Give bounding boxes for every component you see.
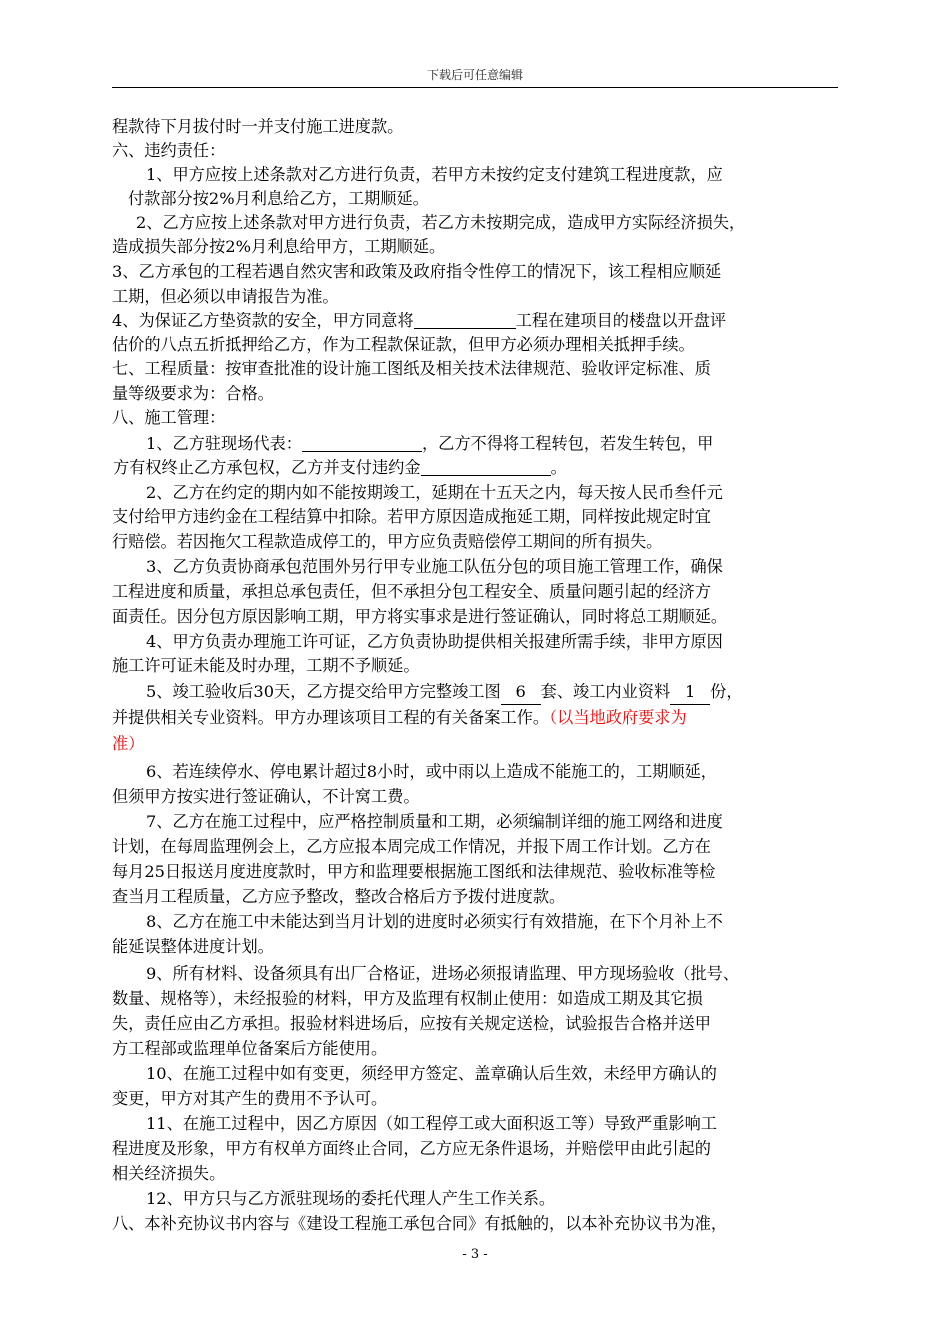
page-number: - 3 -: [462, 1247, 488, 1262]
red-note: （以当地政府要求为: [549, 708, 687, 727]
blank-penalty-amount: [421, 457, 551, 476]
text-line: [112, 706, 687, 730]
text-line: 3、乙方负责协商承包范围外另行甲专业施工队伍分包的项目施工管理工作，确保: [146, 557, 723, 576]
text-line: [112, 309, 726, 333]
text-line: 失，责任应由乙方承担。报验材料进场后，应按有关规定送检，试验报告合格并送甲: [112, 1014, 711, 1033]
text-line: 计划，在每周监理例会上，乙方应报本周完成工作情况，并报下周工作计划。乙方在: [112, 837, 711, 856]
text-line: 9、所有材料、设备须具有出厂合格证，进场必须报请监理、甲方现场验收（批号、: [146, 964, 740, 983]
text-segment: 套、竣工内业资料: [540, 682, 671, 701]
text-line: 程进度及形象，甲方有权单方面终止合同，乙方应无条件退场，并赔偿甲由此引起的: [112, 1139, 711, 1158]
text-segment: 份，: [710, 682, 743, 701]
text-segment: ，乙方不得将工程转包，若发生转包，甲: [422, 434, 714, 453]
red-note-continued: 准）: [112, 734, 145, 753]
text-line: 工程进度和质量，承担总承包责任，但不承担分包工程安全、质量问题引起的经济方: [112, 582, 711, 601]
text-line: 程款待下月拔付时一并支付施工进度款。: [112, 117, 404, 136]
text-line: 12、甲方只与乙方派驻现场的委托代理人产生工作关系。: [146, 1189, 556, 1208]
text-line: 每月25日报送月度进度款时，甲方和监理要根据施工图纸和法律规范、验收标准等检: [112, 862, 716, 881]
text-line: 4、甲方负责办理施工许可证，乙方负责协助提供相关报建所需手续，非甲方原因: [146, 632, 723, 651]
text-line: 支付给甲方违约金在工程结算中扣除。若甲方原因造成拖延工期，同样按此规定时宜: [112, 507, 711, 526]
text-line: 7、乙方在施工过程中，应严格控制质量和工期，必须编制详细的施工网络和进度: [146, 812, 723, 831]
text-line: 行赔偿。若因拖欠工程款造成停工的，甲方应负责赔偿停工期间的所有损失。: [112, 532, 663, 551]
text-line: [146, 432, 713, 456]
text-line: 付款部分按2%月利息给乙方，工期顺延。: [128, 189, 429, 208]
text-line: 1、甲方应按上述条款对乙方进行负责，若甲方未按约定支付建筑工程进度款，应: [146, 165, 723, 184]
text-line: [146, 680, 743, 705]
text-segment: 工程在建项目的楼盘以开盘评: [515, 311, 727, 330]
text-line: 量等级要求为：合格。: [112, 384, 274, 403]
text-line: 8、乙方在施工中未能达到当月计划的进度时必须实行有效措施，在下个月补上不: [146, 912, 723, 931]
header-rule: [112, 87, 838, 88]
section-heading: 八、本补充协议书内容与《建设工程施工承包合同》有抵触的，以本补充协议书为准，: [112, 1214, 728, 1233]
text-line: 6、若连续停水、停电累计超过8小时，或中雨以上造成不能施工的，工期顺延，: [146, 762, 717, 781]
text-segment: 方有权终止乙方承包权，乙方并支付违约金: [113, 458, 421, 477]
text-line: 2、乙方在约定的期内如不能按期竣工，延期在十五天之内，每天按人民币叁仟元: [146, 483, 723, 502]
text-segment: 4、为保证乙方垫资款的安全，甲方同意将: [112, 311, 414, 330]
text-line: 变更，甲方对其产生的费用不予认可。: [112, 1089, 388, 1108]
text-segment: 1、乙方驻现场代表：: [146, 434, 302, 453]
text-line: 相关经济损失。: [112, 1164, 226, 1183]
text-line: 但须甲方按实进行签证确认，不计窝工费。: [112, 787, 420, 806]
text-line: 造成损失部分按2%月利息给甲方，工期顺延。: [112, 237, 446, 256]
blank-site-representative: [302, 433, 422, 452]
text-line: 查当月工程质量，乙方应予整改，整改合格后方予拨付进度款。: [112, 887, 566, 906]
blank-project-name: [414, 310, 516, 329]
text-line: 2、乙方应按上述条款对甲方进行负责，若乙方未按期完成，造成甲方实际经济损失，: [136, 213, 746, 232]
text-line: 面责任。因分包方原因影响工期，甲方将实事求是进行签证确认，同时将总工期顺延。: [112, 607, 728, 626]
text-line: 10、在施工过程中如有变更，须经甲方签定、盖章确认后生效，未经甲方确认的: [146, 1064, 717, 1083]
filled-document-sets: 1: [670, 680, 710, 705]
text-segment: 。: [550, 458, 567, 477]
text-segment: 并提供相关专业资料。甲方办理该项目工程的有关备案工作。: [112, 708, 550, 727]
text-line: 数量、规格等），未经报验的材料，甲方及监理有权制止使用：如造成工期及其它损: [112, 989, 703, 1008]
text-line: 3、乙方承包的工程若遇自然灾害和政策及政府指令性停工的情况下，该工程相应顺延: [112, 262, 722, 281]
text-line: [113, 456, 567, 480]
filled-drawing-sets: 6: [501, 680, 541, 705]
text-line: 方工程部或监理单位备案后方能使用。: [112, 1039, 388, 1058]
section-heading: 六、违约责任：: [112, 141, 226, 160]
text-segment: 5、竣工验收后30天，乙方提交给甲方完整竣工图: [146, 682, 501, 701]
text-line: 工期，但必须以申请报告为准。: [112, 287, 339, 306]
text-line: 能延误整体进度计划。: [112, 937, 274, 956]
section-heading: 七、工程质量：按审查批准的设计施工图纸及相关技术法律规范、验收评定标准、质: [112, 359, 711, 378]
section-heading: 八、施工管理：: [112, 408, 226, 427]
text-line: 施工许可证未能及时办理，工期不予顺延。: [112, 656, 420, 675]
page-header: 下载后可任意编辑: [426, 68, 523, 82]
text-line: 11、在施工过程中，因乙方原因（如工程停工或大面积返工等）导致严重影响工: [146, 1114, 717, 1133]
text-line: 估价的八点五折抵押给乙方，作为工程款保证款，但甲方必须办理相关抵押手续。: [112, 335, 695, 354]
